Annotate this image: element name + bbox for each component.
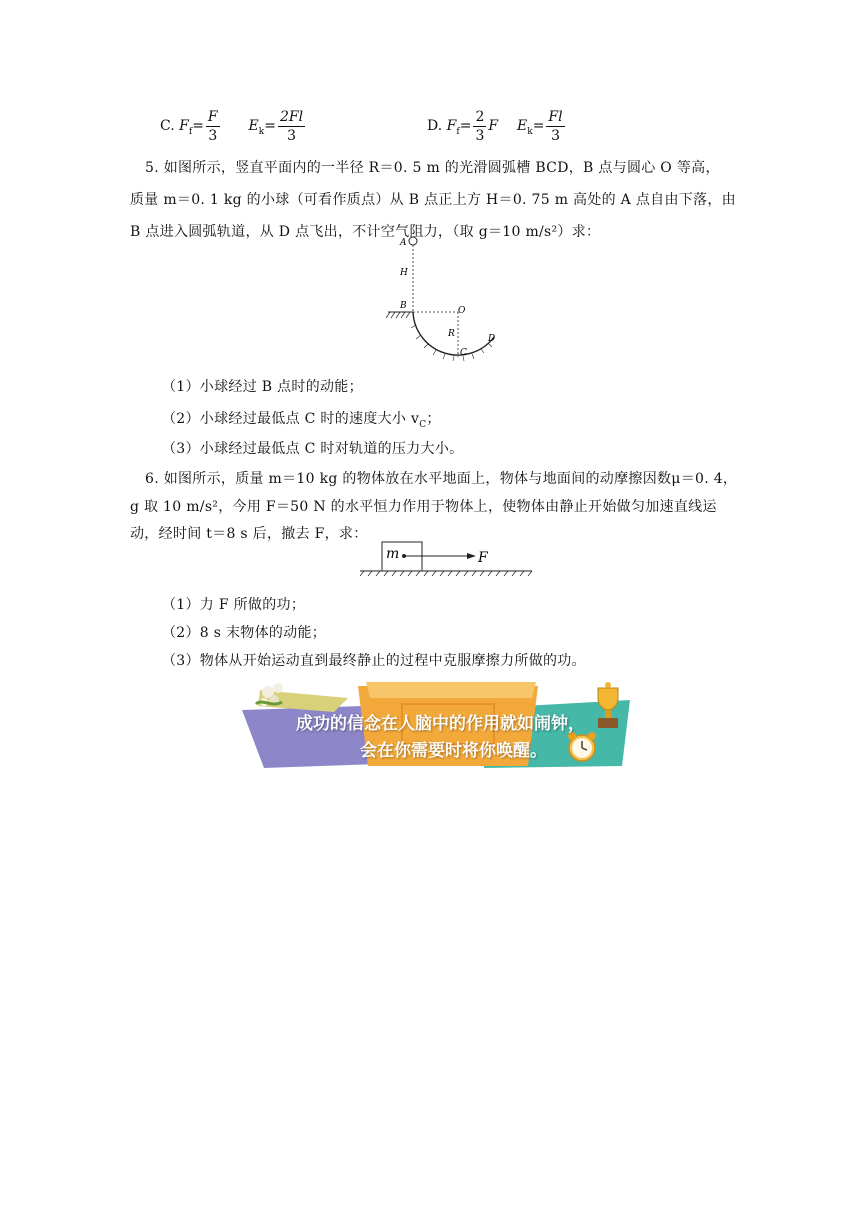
arrow-head [467, 553, 476, 559]
ball-a [409, 237, 417, 245]
motto-line-1: 成功的信念在人脑中的作用就如闹钟， [296, 714, 585, 734]
q5-diagram [380, 233, 510, 363]
q5-sub-3: （3）小球经过最低点 C 时对轨道的压力大小。 [162, 441, 464, 457]
flower-bouquet [256, 683, 348, 712]
c-ff-fraction: $\frac{F}{3}$ [207, 108, 218, 144]
label-o: O [458, 306, 466, 316]
d-ek-fraction: $\frac{Fl}{3}$ [548, 108, 563, 144]
motto-line-2: 会在你需要时将你唤醒。 [360, 741, 547, 761]
ground-hatch [360, 571, 532, 576]
ground-hatch [386, 312, 410, 318]
q5-line-2: 质量 m＝0. 1 kg 的小球（可看作质点）从 B 点正上方 H＝0. 75 m 高处的 A 点自由下落，由 [130, 192, 736, 208]
q6-sub-2: （2）8 s 末物体的动能； [162, 625, 327, 641]
label-r: R [448, 329, 455, 339]
q6-diagram [358, 538, 534, 578]
d-ff-fraction: $\frac{2}{3}$ [475, 108, 485, 144]
option-d: D. $F_f=$ $\frac{2}{3}$ F $E_k=$ $\frac{Fl}{3}$ [427, 108, 563, 144]
q6-line-3: 动，经时间 t＝8 s 后，撤去 F，求： [130, 526, 368, 542]
option-d-label: D. [427, 118, 443, 134]
q6-sub-3: （3）物体从开始运动直到最终静止的过程中克服摩擦力所做的功。 [162, 653, 586, 669]
trophy [598, 682, 618, 728]
motto-banner [238, 678, 638, 770]
q5-sub-1: （1）小球经过 B 点时的动能； [162, 379, 363, 395]
q5-line-3: B 点进入圆弧轨道，从 D 点飞出，不计空气阻力，（取 g＝10 m/s²）求： [130, 224, 601, 240]
label-h: H [400, 268, 408, 278]
option-c-label: C. [160, 118, 175, 134]
q5-sub-2: （2）小球经过最低点 C 时的速度大小 $v_C$； [162, 411, 441, 430]
label-b: B [400, 301, 407, 311]
q6-line-1: 6. 如图所示，质量 m＝10 kg 的物体放在水平地面上，物体与地面间的动摩擦因数μ＝0. 4， [145, 471, 738, 487]
c-ek-fraction: $\frac{2Fl}{3}$ [279, 108, 304, 144]
q6-sub-1: （1）力 F 所做的功； [162, 597, 306, 613]
option-c: C. $F_f=$ $\frac{F}{3}$ $E_k=$ $\frac{2Fl}{3}$ [160, 108, 304, 144]
alarm-clock [568, 732, 596, 761]
label-f: F [478, 550, 488, 566]
label-a: A [400, 238, 407, 248]
q5-line-1: 5. 如图所示，竖直平面内的一半径 R＝0. 5 m 的光滑圆弧槽 BCD，B 点与圆心 O 等高， [145, 160, 720, 176]
label-m: m [386, 546, 400, 562]
label-d: D [488, 334, 496, 344]
label-c: C [460, 348, 467, 358]
q6-line-2: g 取 10 m/s²，今用 F＝50 N 的水平恒力作用于物体上，使物体由静止开始做匀加速直线运 [130, 499, 717, 515]
